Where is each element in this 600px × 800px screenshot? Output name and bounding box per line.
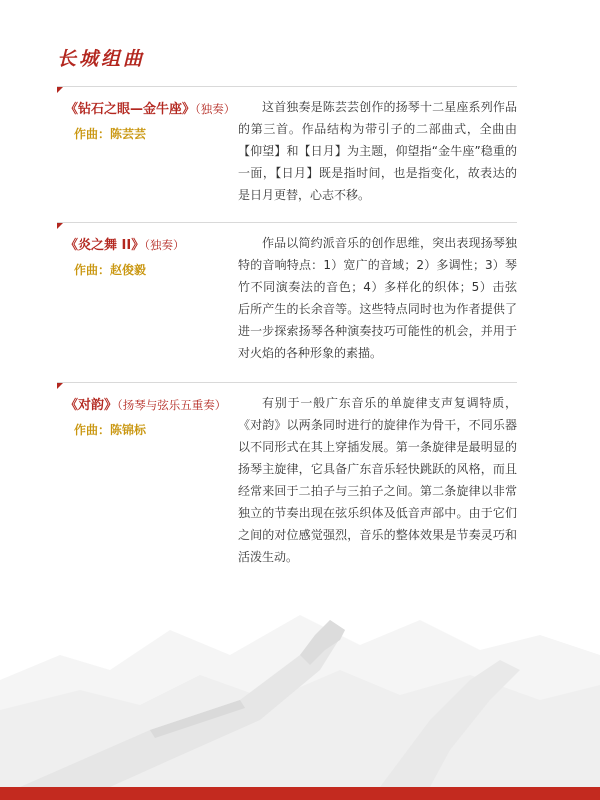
section-divider <box>57 222 517 223</box>
work-title <box>65 394 226 413</box>
great-wall-background-image <box>0 560 600 787</box>
section-divider <box>57 382 517 383</box>
work-type: （独奏） <box>144 238 185 252</box>
work-name: 《钻石之眼—金牛座》 <box>65 102 196 117</box>
work-name: 《炎之舞 II》 <box>65 238 145 253</box>
work-description: 有别于一般广东音乐的单旋律支声复调特质，《对韵》以两条同时进行的旋律作为骨干，不同乐器以不同形式在其上穿插发展。第一条旋律是最明显的扬琴主旋律，它具备广东音乐轻快跳跃的风格，而且经常来回于二拍子与三拍子之间。第二条旋律以非常独立的节奏出现在弦乐织体及低音声部中。由于它们之间的对位感觉强烈，音乐的整体效果是节奏灵巧和活泼生动。 <box>238 396 517 564</box>
composer: 作曲：陈锦标 <box>74 423 147 437</box>
composer: 作曲：陈芸芸 <box>74 127 147 141</box>
corner-marker-icon <box>57 383 63 389</box>
work-title <box>65 234 184 253</box>
page-title: 长城组曲 <box>57 48 146 70</box>
corner-marker-icon <box>57 87 63 93</box>
work-name: 《对韵》 <box>65 398 118 413</box>
work-type: （扬琴与弦乐五重奏） <box>117 398 227 412</box>
work-description: 作品以简约派音乐的创作思维，突出表现扬琴独特的音响特点：1）宽广的音域；2）多调性；3）琴竹不同演奏法的音色；4）多样化的织体；5）击弦后所产生的长余音等。这些特点同时也为作者提供了进一步探索扬琴各种演奏技巧可能性的机会，并用于对火焰的各种形象的素描。 <box>238 236 517 360</box>
work-title <box>65 98 235 117</box>
work-type: （独奏） <box>195 102 236 116</box>
section-divider <box>57 86 517 87</box>
composer: 作曲：赵俊毅 <box>74 263 147 277</box>
work-description: 这首独奏是陈芸芸创作的扬琴十二星座系列作品的第三首。作品结构为带引子的二部曲式，全曲由【仰望】和【日月】为主题，仰望指“金牛座”稳重的一面，【日月】既是指时间，也是指变化，故表达的是日月更替，心志不移。 <box>238 100 517 202</box>
bottom-bar <box>0 787 600 800</box>
corner-marker-icon <box>57 223 63 229</box>
